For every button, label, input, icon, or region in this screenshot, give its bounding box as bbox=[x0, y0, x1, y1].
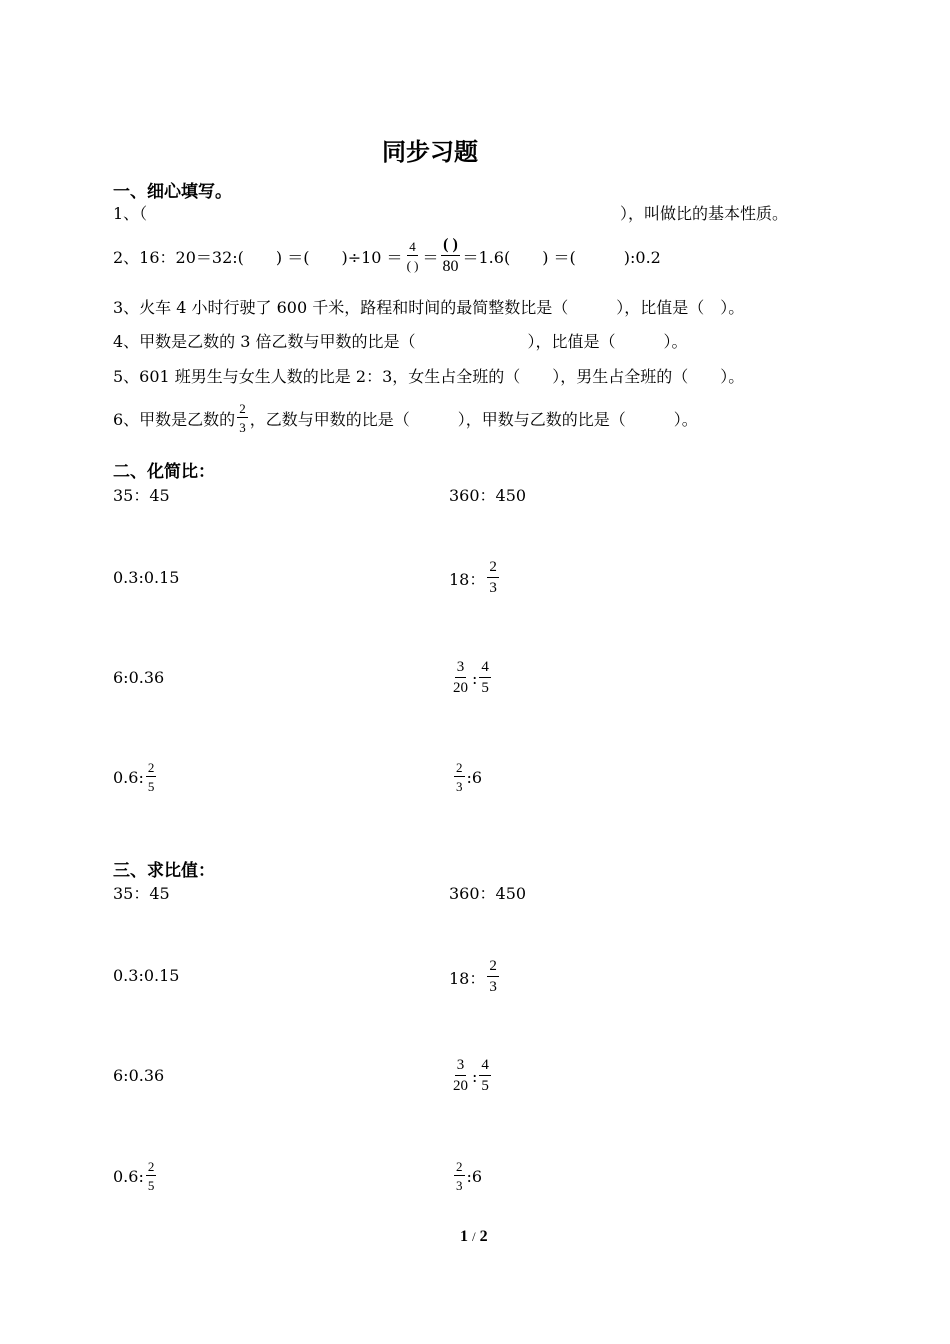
page-current: 1 bbox=[460, 1228, 468, 1245]
fraction-numerator: 2 bbox=[456, 760, 463, 775]
simplify-item-4 bbox=[449, 556, 501, 600]
question-1 bbox=[113, 201, 147, 224]
ratio-value-item-7 bbox=[113, 1154, 158, 1198]
fraction-denominator: 20 bbox=[453, 680, 468, 696]
simplify-item-6 bbox=[449, 656, 493, 700]
page-number bbox=[460, 1228, 488, 1246]
page-separator: / bbox=[472, 1229, 476, 1244]
ratio-value-item-5: 6:0.36 bbox=[113, 1066, 165, 1085]
simplify-item-7 bbox=[113, 755, 158, 799]
question-2-equals: ＝ bbox=[422, 247, 439, 267]
ratio-value-item-6 bbox=[449, 1054, 493, 1098]
page-title: 同步习题 bbox=[382, 138, 478, 166]
question-2-fraction-1 bbox=[405, 240, 421, 272]
fraction-denominator: 80 bbox=[442, 258, 459, 275]
fraction bbox=[451, 1058, 470, 1094]
fraction bbox=[454, 1160, 465, 1192]
question-6-end: ，乙数与甲数的比是（ ），甲数与乙数的比是（ ）。 bbox=[249, 409, 698, 429]
fraction bbox=[479, 660, 491, 696]
ratio-value-item-8 bbox=[452, 1154, 482, 1198]
item-prefix: 18： bbox=[449, 569, 486, 589]
fraction-numerator: 3 bbox=[455, 1058, 467, 1076]
fraction-numerator: 2 bbox=[456, 1159, 463, 1174]
question-2 bbox=[113, 234, 661, 278]
fraction-numerator: 2 bbox=[147, 760, 155, 775]
ratio-value-item-3: 0.3:0.15 bbox=[113, 966, 180, 985]
simplify-item-2: 360：450 bbox=[449, 486, 527, 505]
simplify-item-3: 0.3:0.15 bbox=[113, 568, 180, 587]
fraction-numerator: 4 bbox=[479, 1058, 491, 1076]
simplify-item-8 bbox=[452, 755, 482, 799]
fraction-numerator: 2 bbox=[487, 560, 499, 578]
fraction-numerator: 2 bbox=[487, 959, 499, 977]
fraction-numerator: ( ) bbox=[441, 237, 460, 256]
question-6 bbox=[113, 396, 698, 440]
simplify-item-5: 6:0.36 bbox=[113, 668, 165, 687]
fraction-denominator: ( ) bbox=[406, 258, 419, 273]
item-suffix: :6 bbox=[466, 1166, 483, 1186]
fraction bbox=[487, 560, 499, 596]
question-2-end: ＝1.6( ) ＝( ):0.2 bbox=[462, 247, 661, 267]
fraction-denominator: 20 bbox=[453, 1078, 468, 1094]
fraction-denominator: 3 bbox=[489, 979, 497, 995]
question-1-start: 1、（ bbox=[113, 204, 148, 223]
fraction-denominator: 5 bbox=[481, 1078, 489, 1094]
fraction-numerator: 2 bbox=[147, 1159, 155, 1174]
fraction-numerator: 4 bbox=[479, 660, 491, 678]
fraction-denominator: 3 bbox=[456, 1178, 463, 1193]
fraction-numerator: 2 bbox=[239, 401, 246, 416]
section-heading-fill-in: 一、细心填写。 bbox=[113, 182, 232, 202]
fraction bbox=[479, 1058, 491, 1094]
ratio-colon: : bbox=[472, 1066, 478, 1086]
question-1-end bbox=[620, 201, 788, 224]
fraction-denominator: 3 bbox=[456, 779, 463, 794]
item-suffix: :6 bbox=[466, 767, 483, 787]
fraction-denominator: 5 bbox=[147, 779, 155, 794]
ratio-value-item-1: 35：45 bbox=[113, 884, 170, 903]
fraction-denominator: 3 bbox=[239, 420, 246, 435]
item-prefix: 18： bbox=[449, 968, 486, 988]
page-total: 2 bbox=[479, 1228, 488, 1245]
fraction bbox=[146, 1160, 157, 1192]
fraction-denominator: 3 bbox=[489, 580, 497, 596]
item-prefix: 0.6: bbox=[113, 1166, 144, 1186]
fraction bbox=[451, 660, 470, 696]
ratio-value-item-4 bbox=[449, 955, 501, 999]
section-heading-simplify-ratio: 二、化简比： bbox=[113, 462, 215, 482]
simplify-item-1: 35：45 bbox=[113, 486, 170, 505]
fraction-denominator: 5 bbox=[147, 1178, 155, 1193]
question-6-fraction bbox=[237, 402, 248, 434]
question-2-fraction-2 bbox=[441, 237, 461, 275]
fraction-numerator: 4 bbox=[409, 239, 416, 254]
question-4: 4、甲数是乙数的 3 倍乙数与甲数的比是（ ），比值是（ ）。 bbox=[113, 332, 688, 351]
item-prefix: 0.6: bbox=[113, 767, 144, 787]
question-5: 5、601 班男生与女生人数的比是 2：3，女生占全班的（ ），男生占全班的（ ）。 bbox=[113, 367, 745, 386]
section-heading-ratio-value: 三、求比值： bbox=[113, 861, 215, 881]
ratio-colon: : bbox=[472, 668, 478, 688]
question-6-start: 6、甲数是乙数的 bbox=[113, 409, 236, 429]
question-2-start: 2、16：20＝32:( ) ＝( )÷10 ＝ bbox=[113, 247, 403, 267]
question-3: 3、火车 4 小时行驶了 600 千米，路程和时间的最简整数比是（ ），比值是（ ）。 bbox=[113, 298, 745, 317]
fraction bbox=[487, 959, 499, 995]
ratio-value-item-2: 360：450 bbox=[449, 884, 527, 903]
fraction bbox=[454, 761, 465, 793]
fraction-numerator: 3 bbox=[455, 660, 467, 678]
question-1-end-text: ），叫做比的基本性质。 bbox=[620, 204, 789, 223]
fraction bbox=[146, 761, 157, 793]
fraction-denominator: 5 bbox=[481, 680, 489, 696]
